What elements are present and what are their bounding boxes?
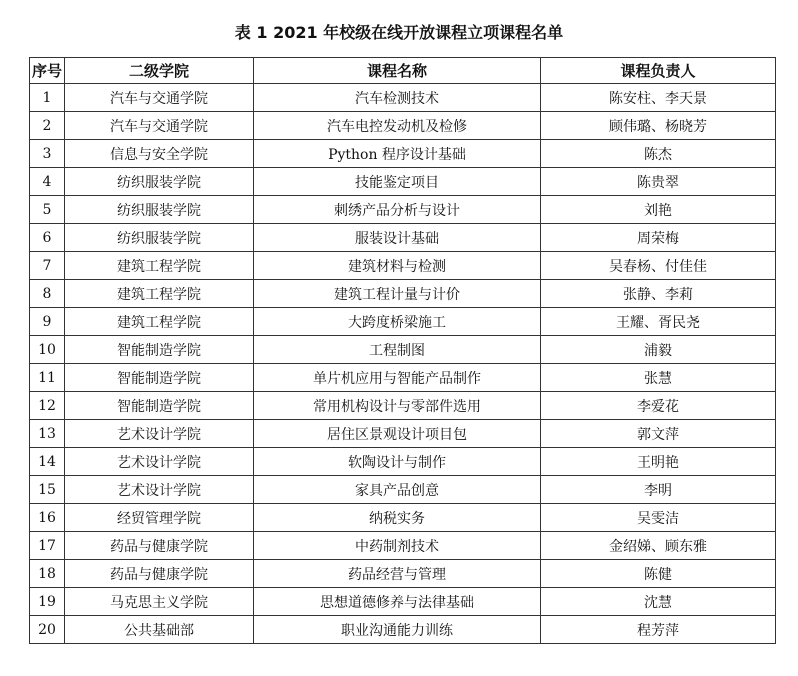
cell-owner: 程芳萍 <box>541 616 776 644</box>
table-row <box>30 504 776 532</box>
header-no: 序号 <box>30 58 65 84</box>
cell-course: 思想道德修养与法律基础 <box>254 588 541 616</box>
cell-college: 信息与安全学院 <box>65 140 254 168</box>
table-row <box>30 364 776 392</box>
cell-no: 5 <box>30 196 65 224</box>
table-row <box>30 308 776 336</box>
cell-no: 17 <box>30 532 65 560</box>
cell-owner: 李爱花 <box>541 392 776 420</box>
cell-no: 9 <box>30 308 65 336</box>
table-row <box>30 420 776 448</box>
cell-owner: 浦毅 <box>541 336 776 364</box>
table-row <box>30 392 776 420</box>
cell-course: 建筑工程计量与计价 <box>254 280 541 308</box>
cell-course: 大跨度桥梁施工 <box>254 308 541 336</box>
cell-college: 纺织服装学院 <box>65 168 254 196</box>
cell-course: Python 程序设计基础 <box>254 140 541 168</box>
cell-course: 技能鉴定项目 <box>254 168 541 196</box>
cell-no: 18 <box>30 560 65 588</box>
cell-course: 常用机构设计与零部件选用 <box>254 392 541 420</box>
table-row <box>30 616 776 644</box>
cell-no: 16 <box>30 504 65 532</box>
cell-owner: 李明 <box>541 476 776 504</box>
table-row <box>30 448 776 476</box>
cell-course: 服装设计基础 <box>254 224 541 252</box>
cell-course: 建筑材料与检测 <box>254 252 541 280</box>
table-row <box>30 224 776 252</box>
cell-no: 6 <box>30 224 65 252</box>
cell-owner: 张慧 <box>541 364 776 392</box>
table-row <box>30 112 776 140</box>
cell-college: 建筑工程学院 <box>65 308 254 336</box>
cell-no: 12 <box>30 392 65 420</box>
cell-college: 艺术设计学院 <box>65 476 254 504</box>
cell-college: 马克思主义学院 <box>65 588 254 616</box>
cell-college: 建筑工程学院 <box>65 252 254 280</box>
table-header-row <box>30 58 776 84</box>
table-row <box>30 196 776 224</box>
cell-college: 汽车与交通学院 <box>65 112 254 140</box>
cell-owner: 陈安柱、李天景 <box>541 84 776 112</box>
table-caption: 表 1 2021 年校级在线开放课程立项课程名单 <box>234 23 564 42</box>
cell-owner: 陈贵翠 <box>541 168 776 196</box>
table-row <box>30 168 776 196</box>
cell-course: 中药制剂技术 <box>254 532 541 560</box>
cell-no: 2 <box>30 112 65 140</box>
header-course: 课程名称 <box>254 58 541 84</box>
cell-course: 软陶设计与制作 <box>254 448 541 476</box>
table-row <box>30 84 776 112</box>
cell-no: 20 <box>30 616 65 644</box>
cell-owner: 吴雯洁 <box>541 504 776 532</box>
cell-college: 经贸管理学院 <box>65 504 254 532</box>
cell-owner: 周荣梅 <box>541 224 776 252</box>
cell-no: 10 <box>30 336 65 364</box>
cell-no: 4 <box>30 168 65 196</box>
cell-course: 职业沟通能力训练 <box>254 616 541 644</box>
cell-course: 汽车检测技术 <box>254 84 541 112</box>
cell-owner: 沈慧 <box>541 588 776 616</box>
cell-owner: 郭文萍 <box>541 420 776 448</box>
cell-no: 11 <box>30 364 65 392</box>
cell-owner: 刘艳 <box>541 196 776 224</box>
cell-college: 药品与健康学院 <box>65 560 254 588</box>
cell-course: 居住区景观设计项目包 <box>254 420 541 448</box>
cell-college: 智能制造学院 <box>65 364 254 392</box>
cell-owner: 陈健 <box>541 560 776 588</box>
cell-owner: 金绍娣、顾东雅 <box>541 532 776 560</box>
cell-college: 艺术设计学院 <box>65 420 254 448</box>
cell-no: 1 <box>30 84 65 112</box>
cell-owner: 张静、李莉 <box>541 280 776 308</box>
table-row <box>30 140 776 168</box>
table-row <box>30 280 776 308</box>
header-owner: 课程负责人 <box>541 58 776 84</box>
cell-course: 汽车电控发动机及检修 <box>254 112 541 140</box>
header-college: 二级学院 <box>65 58 254 84</box>
cell-no: 15 <box>30 476 65 504</box>
cell-course: 刺绣产品分析与设计 <box>254 196 541 224</box>
cell-college: 智能制造学院 <box>65 392 254 420</box>
cell-college: 建筑工程学院 <box>65 280 254 308</box>
cell-college: 纺织服装学院 <box>65 224 254 252</box>
cell-no: 19 <box>30 588 65 616</box>
cell-course: 药品经营与管理 <box>254 560 541 588</box>
table-row <box>30 532 776 560</box>
course-list-table <box>29 57 776 644</box>
cell-college: 药品与健康学院 <box>65 532 254 560</box>
cell-owner: 吴春杨、付佳佳 <box>541 252 776 280</box>
cell-no: 8 <box>30 280 65 308</box>
table-row <box>30 252 776 280</box>
cell-course: 纳税实务 <box>254 504 541 532</box>
cell-course: 单片机应用与智能产品制作 <box>254 364 541 392</box>
cell-owner: 王明艳 <box>541 448 776 476</box>
cell-course: 家具产品创意 <box>254 476 541 504</box>
table-row <box>30 476 776 504</box>
cell-owner: 陈杰 <box>541 140 776 168</box>
cell-college: 艺术设计学院 <box>65 448 254 476</box>
cell-no: 14 <box>30 448 65 476</box>
table-row <box>30 560 776 588</box>
cell-owner: 王耀、胥民尧 <box>541 308 776 336</box>
table-row <box>30 588 776 616</box>
cell-no: 13 <box>30 420 65 448</box>
cell-no: 3 <box>30 140 65 168</box>
cell-college: 汽车与交通学院 <box>65 84 254 112</box>
cell-college: 纺织服装学院 <box>65 196 254 224</box>
cell-college: 智能制造学院 <box>65 336 254 364</box>
cell-no: 7 <box>30 252 65 280</box>
cell-owner: 顾伟璐、杨晓芳 <box>541 112 776 140</box>
cell-college: 公共基础部 <box>65 616 254 644</box>
cell-course: 工程制图 <box>254 336 541 364</box>
table-row <box>30 336 776 364</box>
